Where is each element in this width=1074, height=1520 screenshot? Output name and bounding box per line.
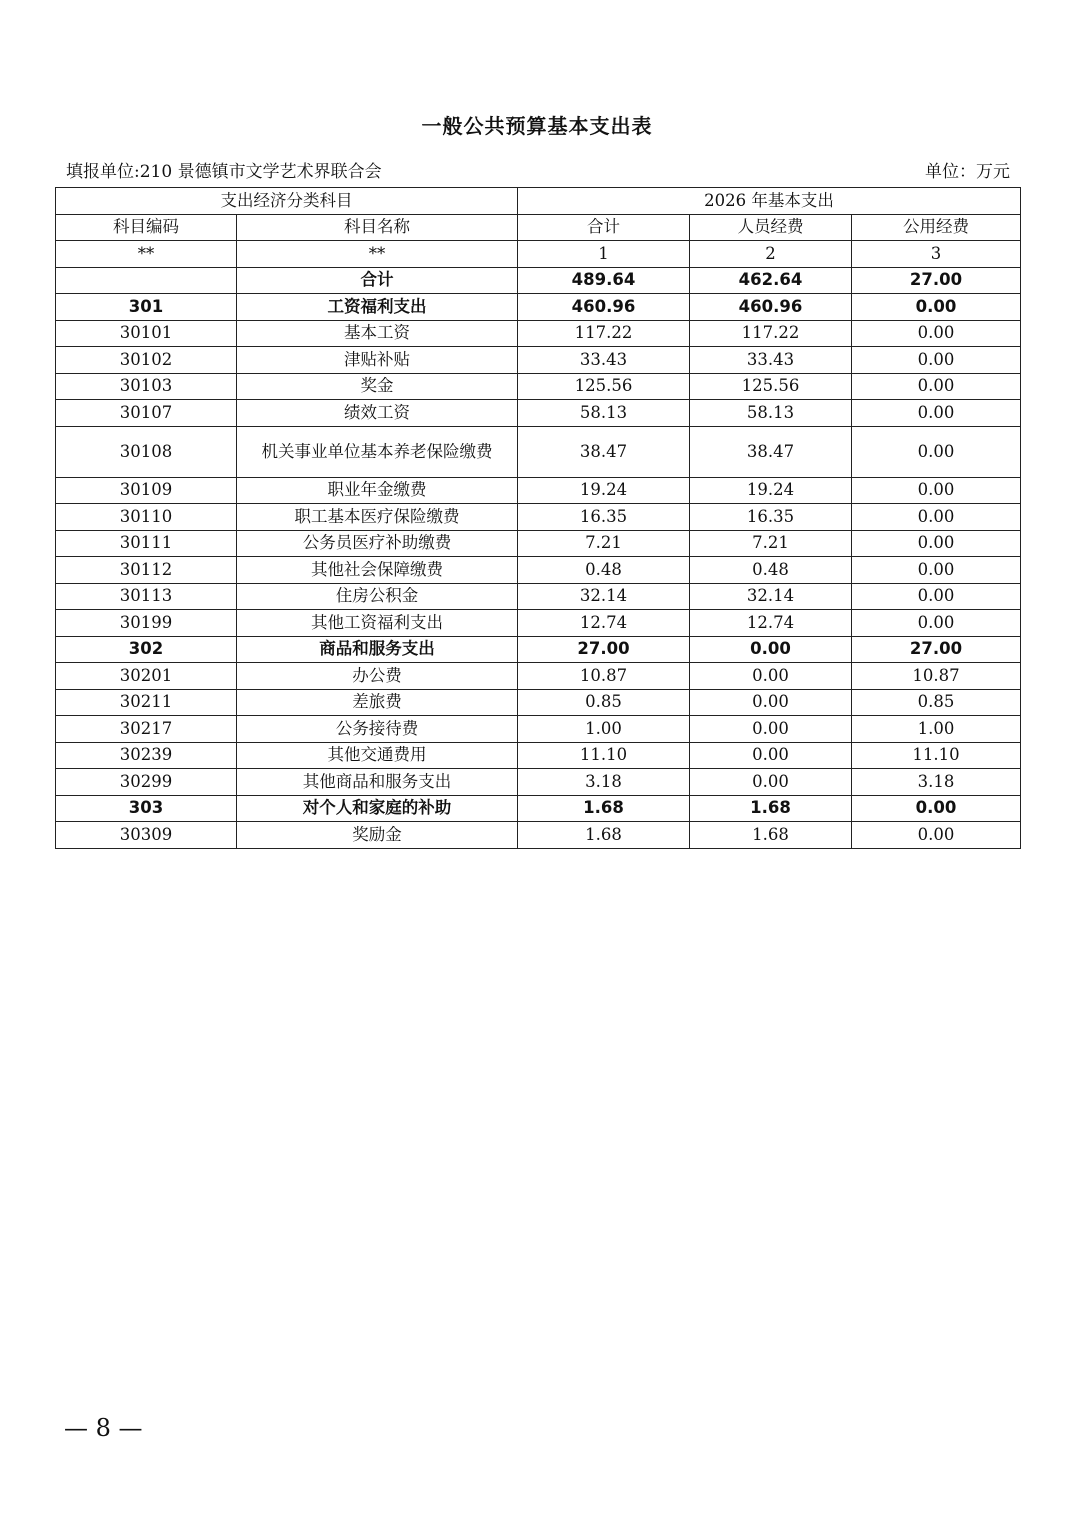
code-cell: 30101 (56, 320, 237, 347)
code-cell: 30113 (56, 583, 237, 610)
personnel-cell: 32.14 (690, 583, 852, 610)
total-cell: 33.43 (518, 347, 690, 374)
total-cell: 19.24 (518, 477, 690, 504)
name-cell: 奖金 (237, 373, 518, 400)
currency-unit: 单位：万元 (925, 162, 1010, 182)
table-row (56, 347, 1021, 374)
name-cell: 职工基本医疗保险缴费 (237, 504, 518, 531)
public-cell: 10.87 (852, 663, 1021, 690)
name-cell: 住房公积金 (237, 583, 518, 610)
index-cell: ** (237, 241, 518, 268)
code-cell: 30107 (56, 400, 237, 427)
name-cell: 津贴补贴 (237, 347, 518, 374)
table-row (56, 716, 1021, 743)
total-cell: 1.68 (518, 822, 690, 849)
total-cell: 27.00 (518, 636, 690, 663)
name-cell: 其他商品和服务支出 (237, 769, 518, 796)
personnel-cell: 7.21 (690, 530, 852, 557)
table-body (56, 188, 1021, 849)
name-cell: 职业年金缴费 (237, 477, 518, 504)
code-cell: 30103 (56, 373, 237, 400)
personnel-cell: 33.43 (690, 347, 852, 374)
name-cell: 商品和服务支出 (237, 636, 518, 663)
index-row (56, 241, 1021, 268)
code-cell: 30239 (56, 742, 237, 769)
total-cell: 117.22 (518, 320, 690, 347)
public-cell: 0.00 (852, 557, 1021, 584)
total-cell: 1.00 (518, 716, 690, 743)
reporting-unit: 填报单位:210 景德镇市文学艺术界联合会 (66, 162, 382, 182)
total-cell: 16.35 (518, 504, 690, 531)
column-header-personnel: 人员经费 (690, 214, 852, 241)
column-header-code: 科目编码 (56, 214, 237, 241)
table-row (56, 426, 1021, 477)
name-cell: 工资福利支出 (237, 294, 518, 321)
code-cell (56, 267, 237, 294)
code-cell: 30102 (56, 347, 237, 374)
total-cell: 58.13 (518, 400, 690, 427)
code-cell: 30217 (56, 716, 237, 743)
group-header-classification: 支出经济分类科目 (56, 188, 518, 215)
public-cell: 1.00 (852, 716, 1021, 743)
table-row (56, 769, 1021, 796)
personnel-cell: 0.48 (690, 557, 852, 584)
table-row (56, 795, 1021, 822)
total-cell: 12.74 (518, 610, 690, 637)
total-cell: 10.87 (518, 663, 690, 690)
name-cell: 公务接待费 (237, 716, 518, 743)
table-row (56, 504, 1021, 531)
personnel-cell: 19.24 (690, 477, 852, 504)
index-cell: ** (56, 241, 237, 268)
table-row (56, 822, 1021, 849)
column-header-name: 科目名称 (237, 214, 518, 241)
table-row (56, 583, 1021, 610)
public-cell: 27.00 (852, 636, 1021, 663)
personnel-cell: 0.00 (690, 716, 852, 743)
personnel-cell: 462.64 (690, 267, 852, 294)
table-row (56, 636, 1021, 663)
public-cell: 0.00 (852, 530, 1021, 557)
public-cell: 0.00 (852, 373, 1021, 400)
public-cell: 0.85 (852, 689, 1021, 716)
name-cell: 奖励金 (237, 822, 518, 849)
code-cell: 30112 (56, 557, 237, 584)
table-row (56, 267, 1021, 294)
total-cell: 11.10 (518, 742, 690, 769)
table-row (56, 373, 1021, 400)
name-cell: 机关事业单位基本养老保险缴费 (237, 426, 518, 477)
personnel-cell: 16.35 (690, 504, 852, 531)
name-cell: 公务员医疗补助缴费 (237, 530, 518, 557)
code-cell: 30199 (56, 610, 237, 637)
page-number: — 8 — (64, 1414, 143, 1442)
name-cell: 其他社会保障缴费 (237, 557, 518, 584)
index-cell: 3 (852, 241, 1021, 268)
personnel-cell: 0.00 (690, 769, 852, 796)
table-row (56, 530, 1021, 557)
column-header-row (56, 214, 1021, 241)
code-cell: 30211 (56, 689, 237, 716)
budget-table (55, 187, 1021, 849)
table-row (56, 663, 1021, 690)
table-row (56, 557, 1021, 584)
total-cell: 0.85 (518, 689, 690, 716)
name-cell: 其他交通费用 (237, 742, 518, 769)
public-cell: 3.18 (852, 769, 1021, 796)
column-header-total: 合计 (518, 214, 690, 241)
name-cell: 基本工资 (237, 320, 518, 347)
name-cell: 合计 (237, 267, 518, 294)
personnel-cell: 0.00 (690, 636, 852, 663)
personnel-cell: 1.68 (690, 822, 852, 849)
table-row (56, 400, 1021, 427)
total-cell: 460.96 (518, 294, 690, 321)
public-cell: 0.00 (852, 610, 1021, 637)
table-row (56, 320, 1021, 347)
code-cell: 30110 (56, 504, 237, 531)
table-row (56, 294, 1021, 321)
code-cell: 303 (56, 795, 237, 822)
personnel-cell: 125.56 (690, 373, 852, 400)
name-cell: 其他工资福利支出 (237, 610, 518, 637)
public-cell: 0.00 (852, 347, 1021, 374)
public-cell: 0.00 (852, 822, 1021, 849)
code-cell: 30108 (56, 426, 237, 477)
document-title: 一般公共预算基本支出表 (421, 114, 653, 138)
total-cell: 1.68 (518, 795, 690, 822)
personnel-cell: 460.96 (690, 294, 852, 321)
code-cell: 30111 (56, 530, 237, 557)
public-cell: 0.00 (852, 426, 1021, 477)
name-cell: 办公费 (237, 663, 518, 690)
total-cell: 32.14 (518, 583, 690, 610)
total-cell: 125.56 (518, 373, 690, 400)
total-cell: 0.48 (518, 557, 690, 584)
table-row (56, 477, 1021, 504)
code-cell: 30299 (56, 769, 237, 796)
personnel-cell: 58.13 (690, 400, 852, 427)
personnel-cell: 1.68 (690, 795, 852, 822)
name-cell: 对个人和家庭的补助 (237, 795, 518, 822)
code-cell: 302 (56, 636, 237, 663)
code-cell: 30201 (56, 663, 237, 690)
group-header-basic-expenditure: 2026 年基本支出 (518, 188, 1021, 215)
total-cell: 38.47 (518, 426, 690, 477)
column-header-public: 公用经费 (852, 214, 1021, 241)
code-cell: 301 (56, 294, 237, 321)
total-cell: 489.64 (518, 267, 690, 294)
public-cell: 0.00 (852, 504, 1021, 531)
personnel-cell: 0.00 (690, 663, 852, 690)
public-cell: 0.00 (852, 795, 1021, 822)
personnel-cell: 117.22 (690, 320, 852, 347)
public-cell: 0.00 (852, 320, 1021, 347)
group-header-row (56, 188, 1021, 215)
public-cell: 11.10 (852, 742, 1021, 769)
personnel-cell: 38.47 (690, 426, 852, 477)
name-cell: 绩效工资 (237, 400, 518, 427)
personnel-cell: 12.74 (690, 610, 852, 637)
table-row (56, 742, 1021, 769)
total-cell: 7.21 (518, 530, 690, 557)
code-cell: 30109 (56, 477, 237, 504)
public-cell: 0.00 (852, 400, 1021, 427)
table-row (56, 689, 1021, 716)
index-cell: 2 (690, 241, 852, 268)
name-cell: 差旅费 (237, 689, 518, 716)
public-cell: 27.00 (852, 267, 1021, 294)
personnel-cell: 0.00 (690, 689, 852, 716)
table-row (56, 610, 1021, 637)
personnel-cell: 0.00 (690, 742, 852, 769)
public-cell: 0.00 (852, 294, 1021, 321)
index-cell: 1 (518, 241, 690, 268)
total-cell: 3.18 (518, 769, 690, 796)
public-cell: 0.00 (852, 477, 1021, 504)
public-cell: 0.00 (852, 583, 1021, 610)
code-cell: 30309 (56, 822, 237, 849)
